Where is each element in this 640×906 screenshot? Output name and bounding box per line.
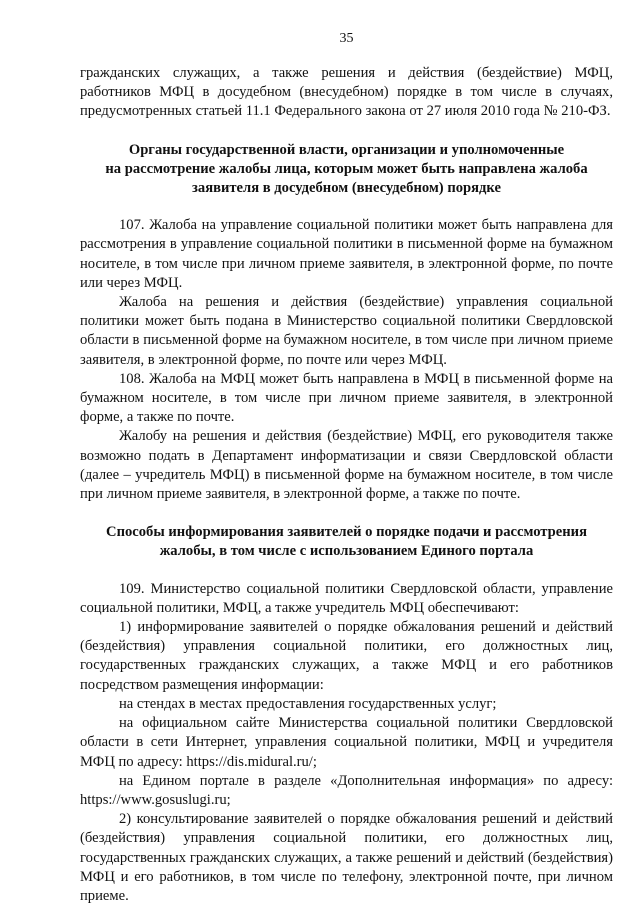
- paragraph-109-item-1: 1) информирование заявителей о порядке обжалования решений и действий (бездействия) управления социальной политики, его должностных лиц, государственных гражданских служащих, а также МФЦ и его работников посредством размещения информации:: [80, 619, 613, 693]
- document-page: [80, 30, 613, 906]
- paragraph-109-portal: на Едином портале в разделе «Дополнительная информация» по адресу: https://www.gosuslugi.ru;: [80, 772, 613, 808]
- paragraph-109-website: на официальном сайте Министерства социальной политики Свердловской области в сети Интернет, управления социальной политики, МФЦ и учредителя МФЦ по адресу: https://dis.midural.ru/;: [80, 715, 613, 770]
- paragraph-108-appeal: Жалобу на решения и действия (бездействие) МФЦ, его руководителя также возможно подать в Департамент информатизации и связи Свердловской области (далее – учредитель МФЦ) в письменной форме на бумажном носителе, в том числе при личном приеме заявителя, в электронной форме, а также по почте.: [80, 428, 613, 503]
- paragraph-107-appeal: Жалоба на решения и действия (бездействие) управления социальной политики может быть подана в Министерство социальной политики Свердловской области в письменной форме на бумажном носителе, в том числе при личном приеме заявителя, в электронной форме, по почте или через МФЦ.: [80, 294, 613, 368]
- paragraph-109-item-2: 2) консультирование заявителей о порядке обжалования решений и действий (бездействия) управления социальной политики, его должностных лиц, государственных гражданских служащих, а также решений и действий (бездействия) МФЦ и его работников, в том числе по телефону, электронной почте, при личном приеме.: [80, 811, 613, 904]
- section1-heading-line-2: на рассмотрение жалобы лица, которым может быть направлена жалоба: [105, 160, 588, 177]
- section1-heading-line-1: Органы государственной власти, организации и уполномоченные: [128, 141, 565, 158]
- paragraph-109: 109. Министерство социальной политики Свердловской области, управление социальной политики, МФЦ, а также учредитель МФЦ обеспечивают:: [80, 580, 613, 616]
- paragraph-108: 108. Жалоба на МФЦ может быть направлена в МФЦ в письменной форме на бумажном носителе, в том числе при личном приеме заявителя, в электронной форме, а также по почте.: [80, 370, 613, 426]
- page-number: 35: [339, 31, 354, 46]
- intro-paragraph: гражданских служащих, а также решения и действия (бездействие) МФЦ, работников МФЦ в досудебном (внесудебном) порядке в том числе в случаях, предусмотренных статьей 11.1 Федерального закона от 27 июля 2010 года № 210-ФЗ.: [80, 65, 613, 120]
- section2-heading: [80, 523, 613, 561]
- paragraph-109-stands: на стендах в местах предоставления государственных услуг;: [119, 695, 497, 712]
- section2-heading-line-2: жалобы, в том числе с использованием Единого портала: [159, 543, 534, 560]
- section1-heading: [80, 141, 613, 199]
- section2-heading-line-1: Способы информирования заявителей о порядке подачи и рассмотрения: [106, 524, 587, 541]
- section1-heading-line-3: заявителя в досудебном (внесудебном) порядке: [192, 180, 501, 197]
- paragraph-107: 107. Жалоба на управление социальной политики может быть направлена для рассмотрения в управление социальной политики в письменной форме на бумажном носителе, в том числе при личном приеме заявителя, в электронной форме, по почте или через МФЦ.: [80, 217, 613, 291]
